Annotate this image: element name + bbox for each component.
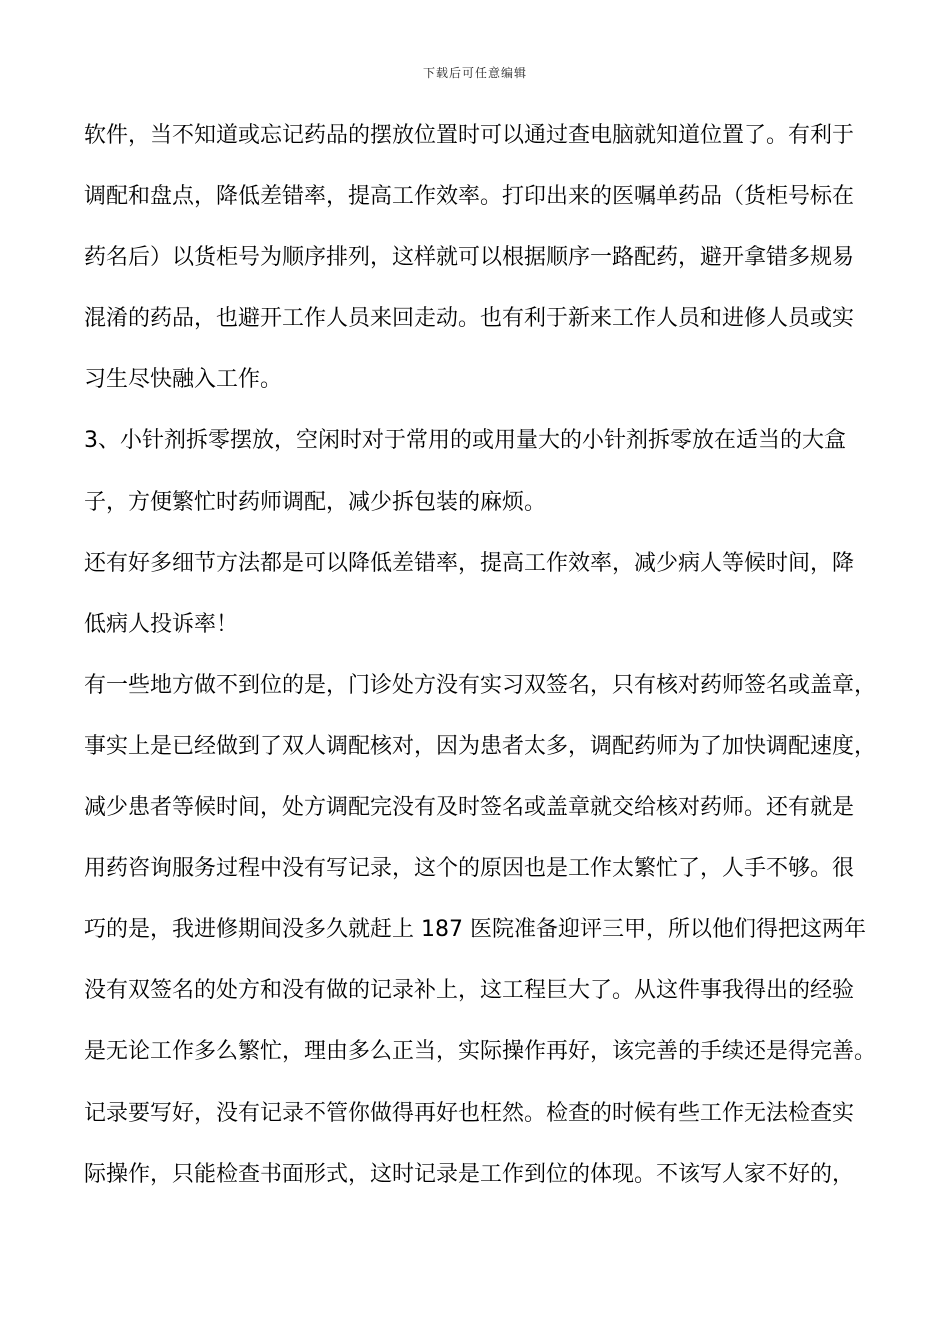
text-line: 药名后）以货柜号为顺序排列，这样就可以根据顺序一路配药，避开拿错多规易 <box>84 245 855 271</box>
text-line: 是无论工作多么繁忙，理由多么正当，实际操作再好，该完善的手续还是得完善。 <box>84 1039 877 1065</box>
text-line: 记录要写好，没有记录不管你做得再好也枉然。检查的时候有些工作无法检查实 <box>84 1100 855 1126</box>
text-line: 习生尽快融入工作。 <box>84 367 283 393</box>
text-line: 巧的是，我进修期间没多久就赶上 187 医院准备迎评三甲，所以他们得把这两年 <box>84 917 866 943</box>
text-line: 还有好多细节方法都是可以降低差错率，提高工作效率，减少病人等候时间，降 <box>84 550 855 576</box>
text-line: 际操作，只能检查书面形式，这时记录是工作到位的体现。不该写人家不好的， <box>84 1161 855 1187</box>
text-line: 软件，当不知道或忘记药品的摆放位置时可以通过查电脑就知道位置了。有利于 <box>84 123 855 148</box>
text-line: 减少患者等候时间，处方调配完没有及时签名或盖章就交给核对药师。还有就是 <box>84 795 855 821</box>
text-line: 低病人投诉率！ <box>84 611 239 637</box>
text-line: 事实上是已经做到了双人调配核对，因为患者太多，调配药师为了加快调配速度， <box>84 733 877 759</box>
text-line: 调配和盘点，降低差错率，提高工作效率。打印出来的医嘱单药品（货柜号标在 <box>84 184 855 210</box>
text-line: 有一些地方做不到位的是，门诊处方没有实习双签名，只有核对药师签名或盖章， <box>84 672 877 698</box>
text-line: 用药咨询服务过程中没有写记录，这个的原因也是工作太繁忙了，人手不够。很 <box>84 856 855 882</box>
body-text <box>84 113 884 1213</box>
text-line: 混淆的药品，也避开工作人员来回走动。也有利于新来工作人员和进修人员或实 <box>84 306 855 332</box>
page-header: 下载后可任意编辑 <box>422 66 527 80</box>
text-line: 没有双签名的处方和没有做的记录补上，这工程巨大了。从这件事我得出的经验 <box>84 978 855 1004</box>
text-line: 子，方便繁忙时药师调配，减少拆包装的麻烦。 <box>84 489 547 515</box>
text-line: 3、小针剂拆零摆放，空闲时对于常用的或用量大的小针剂拆零放在适当的大盒 <box>84 428 846 454</box>
